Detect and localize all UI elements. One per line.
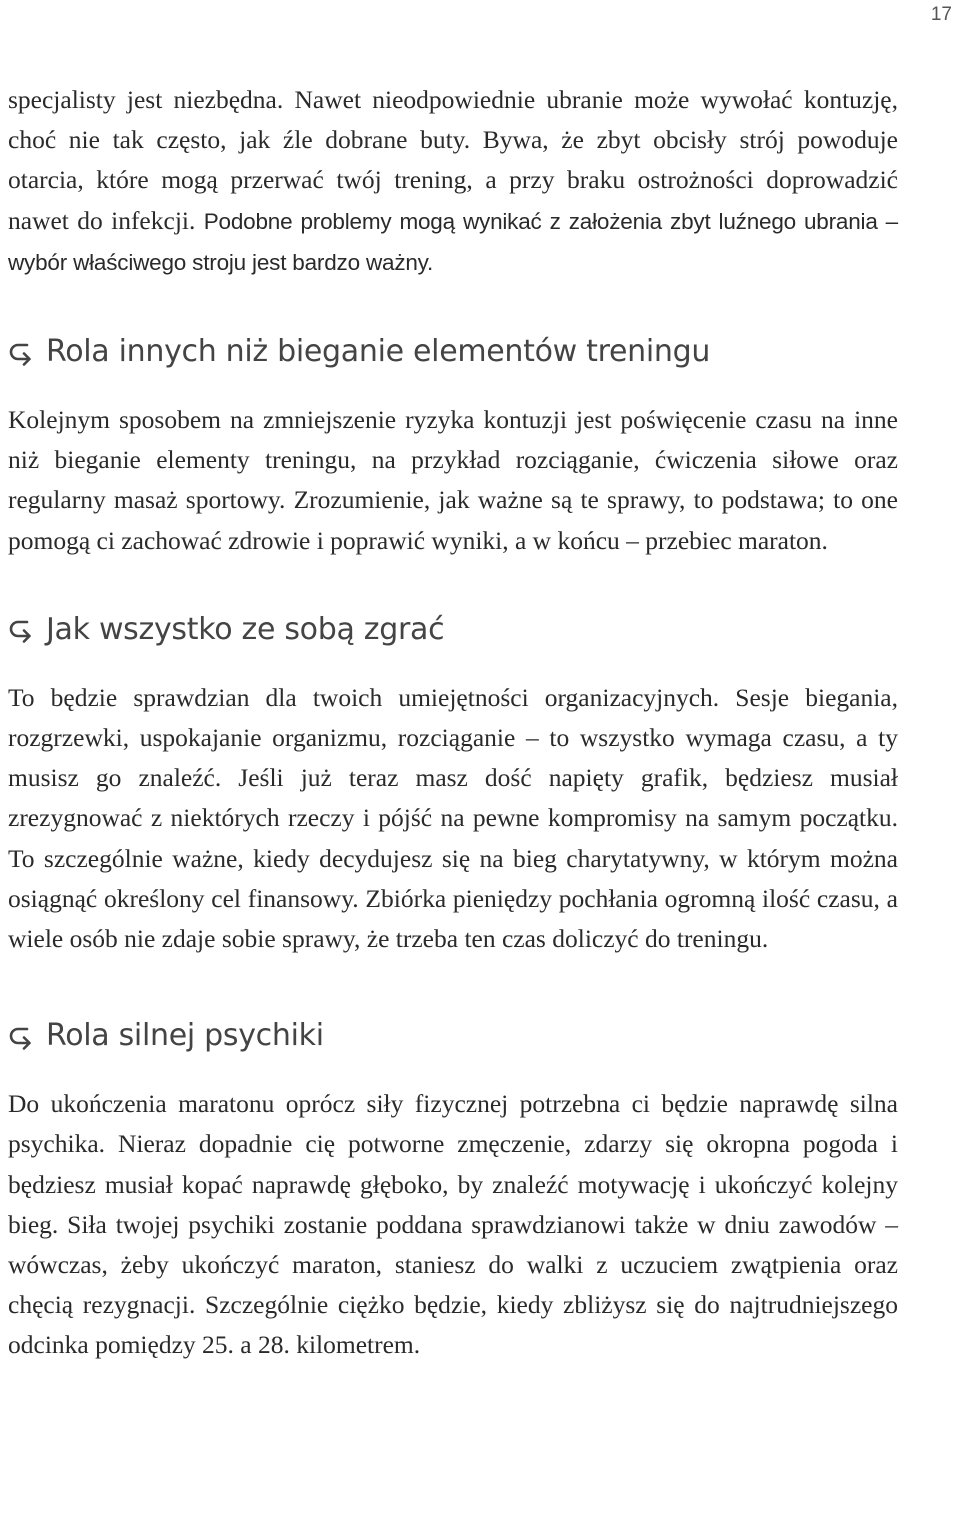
arrow-return-icon (8, 1024, 34, 1050)
arrow-return-icon (8, 340, 34, 366)
intro-paragraph (8, 80, 898, 283)
section-heading-text: Rola innych niż bieganie elementów treningu (46, 334, 711, 370)
section-heading-other-training (8, 334, 898, 369)
section-heading-text: Jak wszystko ze sobą zgrać (46, 611, 445, 647)
section-paragraph: Do ukończenia maratonu oprócz siły fizycznej potrzebna ci będzie naprawdę silna psychika. Nieraz dopadnie cię potworne zmęczenie, zdarzy się okropna pogoda i będziesz musiał kopać naprawdę głęboko, by znaleźć motywację i ukończyć kolejny bieg. Siła twojej psychiki zostanie poddana sprawdzianowi także w dniu zawodów – wówczas, żeby ukończyć maraton, staniesz do walki z uczuciem zwątpienia oraz chęcią rezygnacji. Szczególnie ciężko będzie, kiedy zbliżysz się do najtrudniejszego odcinka pomiędzy 25. a 28. kilometrem. (8, 1089, 898, 1360)
intro-text-serif: specjalisty jest niezbędna. Nawet nieodpowiednie ubranie może wywołać kontuzję, choć nie tak często, jak źle dobrane buty. Bywa, że zbyt obcisły strój powoduje otarcia, które mogą przerwać twój trening, a przy braku ostrożności doprowadzić nawet do infekcji. (8, 85, 898, 235)
section-paragraph: Kolejnym sposobem na zmniejszenie ryzyka kontuzji jest poświęcenie czasu na inne niż bieganie elementy treningu, na przykład rozciąganie, ćwiczenia siłowe oraz regularny masaż sportowy. Zrozumienie, jak ważne są te sprawy, to podstawa; to one pomogą ci zachować zdrowie i poprawić wyniki, a w końcu – przebiec maraton. (8, 405, 898, 555)
section-heading-text: Rola silnej psychiki (46, 1018, 324, 1054)
section-paragraph: To będzie sprawdzian dla twoich umiejętności organizacyjnych. Sesje biegania, rozgrzewki, uspokajanie organizmu, rozciąganie – to wszystko wymaga czasu, a ty musisz go znaleźć. Jeśli już teraz masz dość napięty grafik, będziesz musiał zrezygnować z niektórych rzeczy i pójść na pewne kompromisy na samym początku. To szczególnie ważne, kiedy decydujesz się na bieg charytatywny, w którym można osiągnąć określony cel finansowy. Zbiórka pieniędzy pochłania ogromną ilość czasu, a wiele osób nie zdaje sobie sprawy, że trzeba ten czas doliczyć do treningu. (8, 682, 898, 954)
intro-text-sans: Podobne problemy mogą wynikać z założenia zbyt luźnego ubrania – wybór właściwego stroju jest bardzo ważny. (8, 208, 898, 275)
page-number: 17 (930, 4, 952, 25)
arrow-return-icon (8, 617, 34, 643)
section-heading-psyche (8, 1018, 898, 1053)
page-content (8, 80, 898, 1366)
section-heading-organize (8, 612, 898, 647)
